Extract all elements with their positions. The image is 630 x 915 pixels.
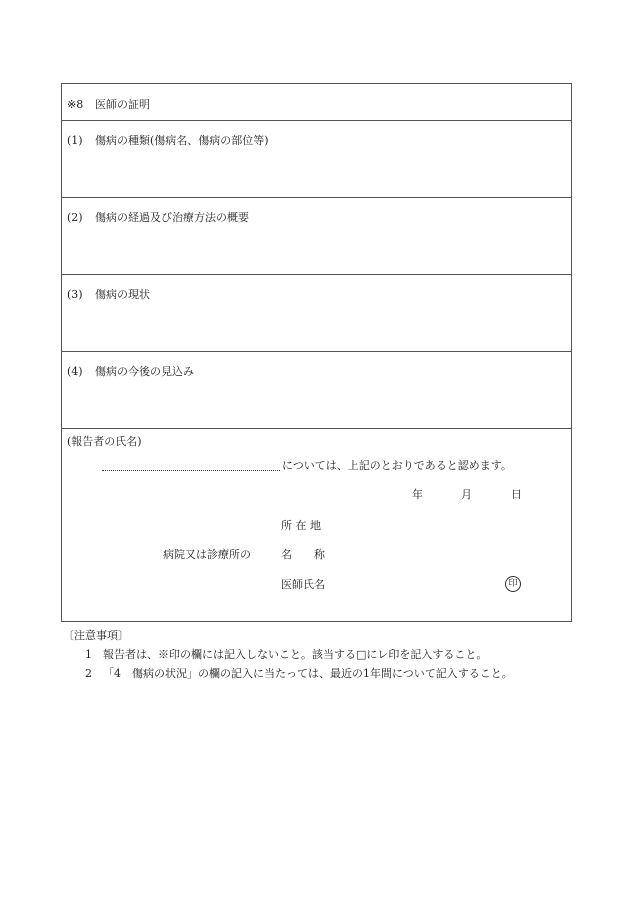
section-row-3[interactable] — [62, 275, 571, 352]
note-item-2 — [85, 665, 513, 681]
header-title: 医師の証明 — [95, 98, 150, 111]
notes-title: 〔注意事項〕 — [63, 629, 129, 642]
reporter-name-field[interactable] — [102, 470, 280, 471]
section-label — [67, 363, 194, 379]
section-number: (1) — [67, 134, 83, 147]
header-label — [67, 96, 150, 112]
section-number: (4) — [67, 365, 83, 378]
section-row-1[interactable] — [62, 121, 571, 198]
section-title: 傷病の現状 — [95, 288, 150, 301]
section-label — [67, 132, 269, 148]
day-label: 日 — [511, 488, 522, 501]
reporter-name-label: (報告者の氏名) — [67, 435, 142, 448]
certification-statement: については、上記のとおりであると認めます。 — [282, 459, 512, 472]
doctor-name-label: 医師氏名 — [281, 578, 325, 591]
note-number: 1 — [85, 648, 92, 661]
section-label — [67, 209, 249, 225]
address-label: 所 在 地 — [281, 519, 321, 532]
note-item-1 — [85, 646, 487, 662]
note-text: 報告者は、※印の欄には記入しないこと。該当する□にレ印を記入すること。 — [103, 648, 488, 661]
certification-row — [62, 429, 571, 621]
section-row-4[interactable] — [62, 352, 571, 429]
section-title: 傷病の種類(傷病名、傷病の部位等) — [95, 134, 269, 147]
hospital-label: 病院又は診療所の — [163, 548, 251, 561]
note-number: 2 — [85, 667, 92, 680]
section-label — [67, 286, 150, 302]
section-number: (2) — [67, 211, 83, 224]
section-number: (3) — [67, 288, 83, 301]
section-row-2[interactable] — [62, 198, 571, 275]
header-mark: ※8 — [67, 98, 84, 111]
section-title: 傷病の今後の見込み — [95, 365, 194, 378]
header-row — [62, 84, 571, 121]
seal-icon: 印 — [505, 576, 521, 592]
section-title: 傷病の経過及び治療方法の概要 — [95, 211, 249, 224]
hospital-name-label: 名 称 — [281, 548, 325, 561]
physician-certificate-table — [61, 83, 572, 622]
note-text: 「4 傷病の状況」の欄の記入に当たっては、最近の1年間について記入すること。 — [103, 667, 513, 680]
year-label: 年 — [412, 488, 423, 501]
month-label: 月 — [461, 488, 472, 501]
